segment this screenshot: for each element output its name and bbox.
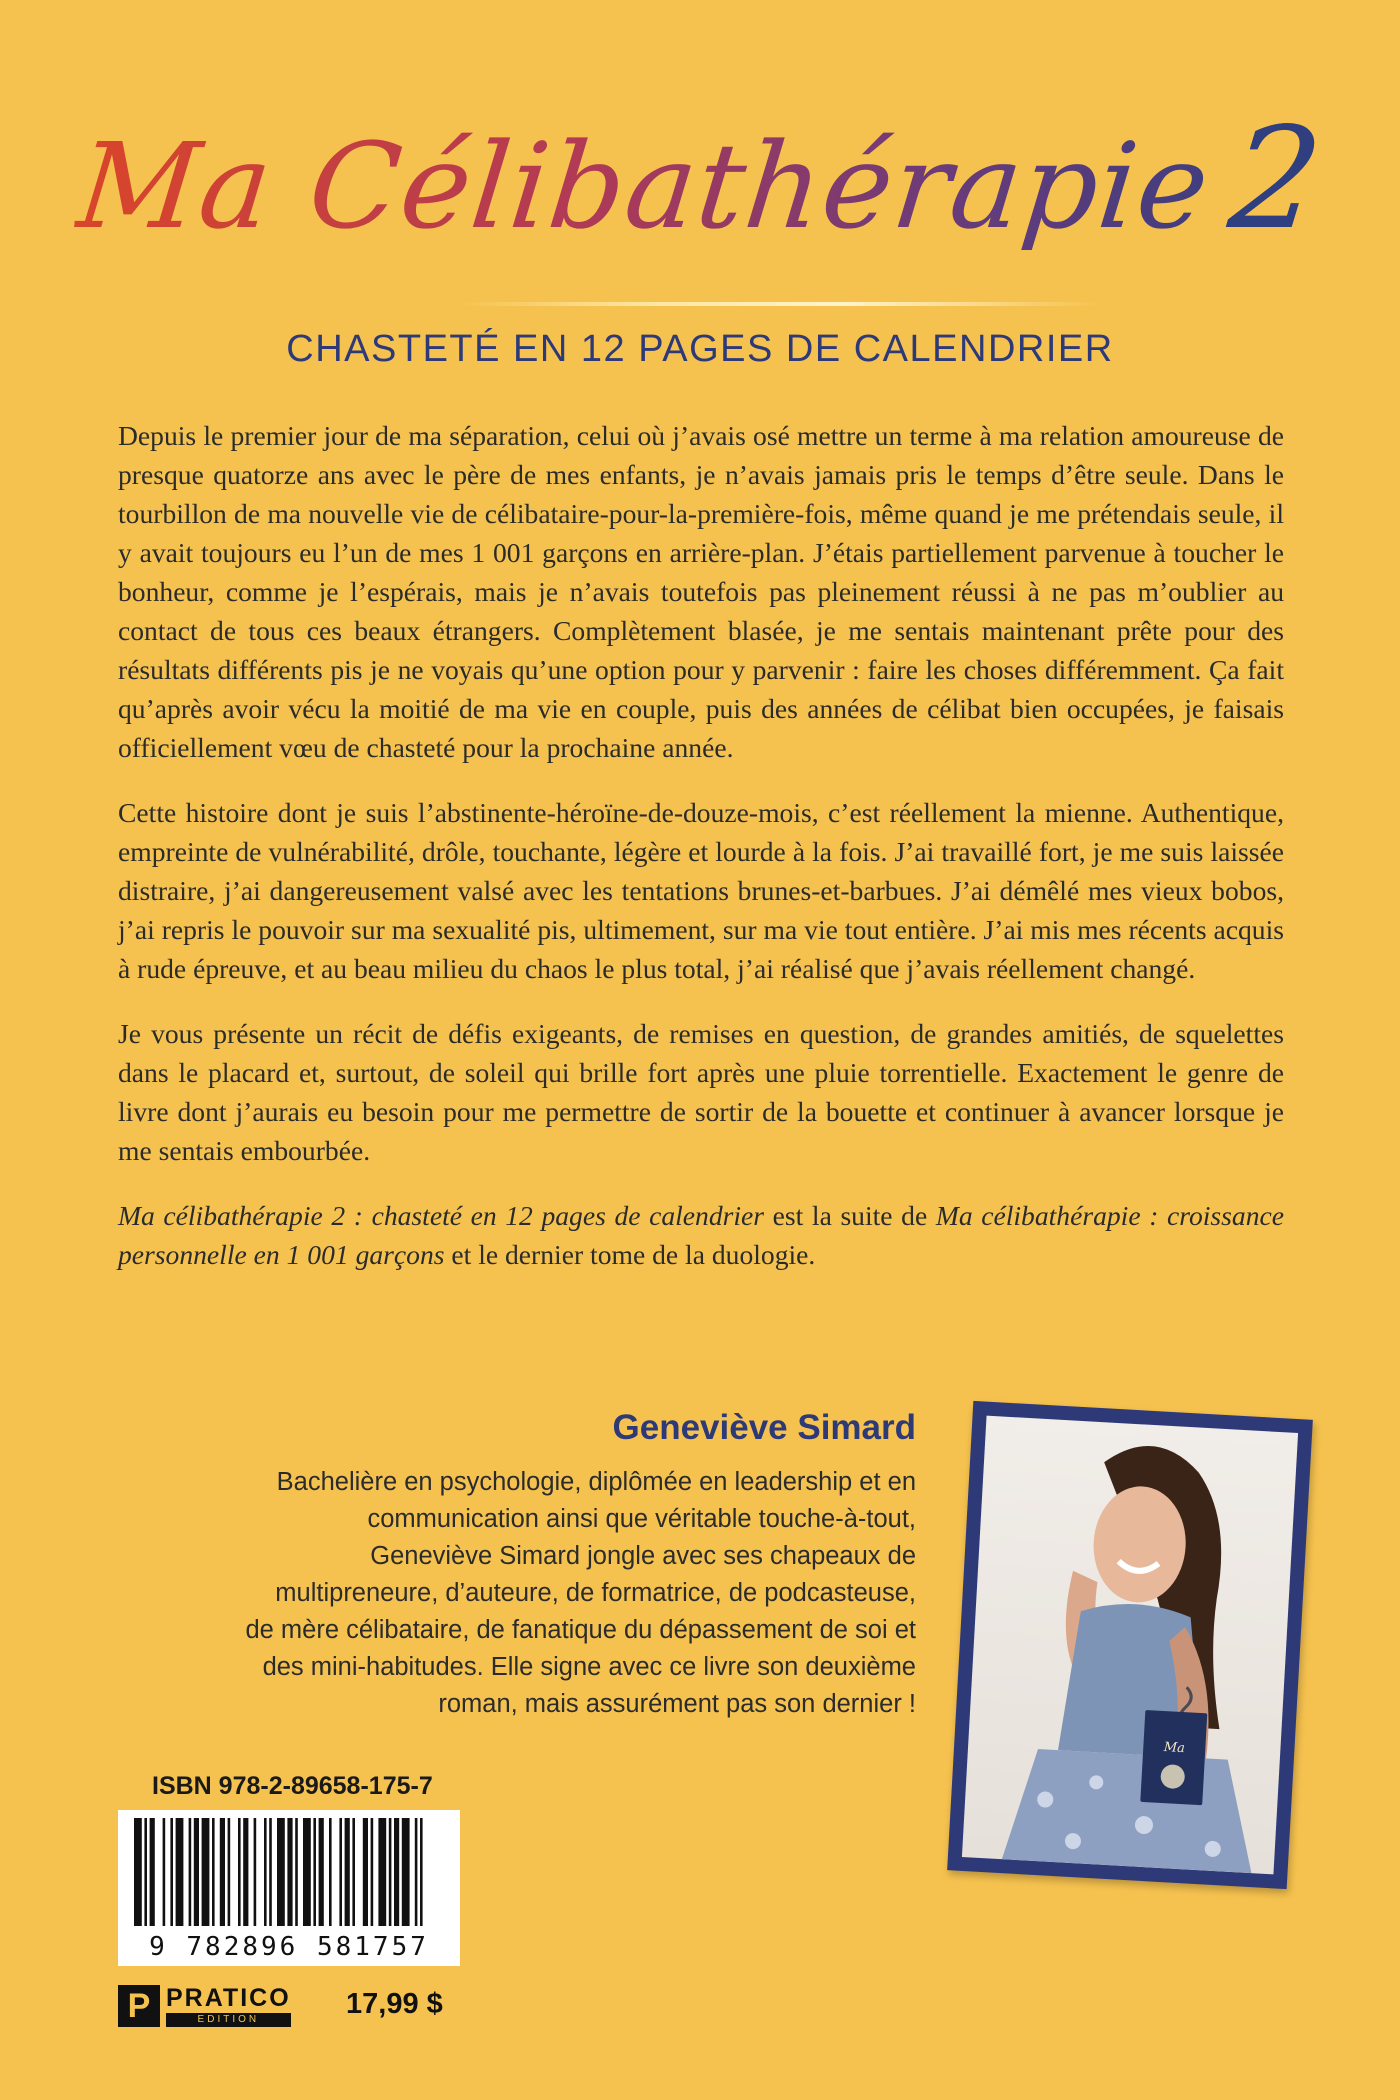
- barcode-digits: 9 782896 581757: [149, 1932, 429, 1962]
- author-name: Geneviève Simard: [612, 1408, 916, 1447]
- title-underline: [460, 302, 1100, 306]
- barcode: [118, 1810, 460, 1966]
- book-subtitle: CHASTETÉ EN 12 PAGES DE CALENDRIER: [286, 328, 1114, 370]
- price: 17,99 $: [346, 1988, 443, 2020]
- synopsis-paragraph-1: Depuis le premier jour de ma séparation, celui où j’avais osé mettre un terme à ma relation amoureuse de presque quatorze ans avec le père de mes enfants, je n’avais jamais pris le temps d’être seule. Dans le tourbillon de ma nouvelle vie de célibataire-pour-la-première-fois, même quand je me prétendais seule, il y avait toujours eu l’un de mes 1 001 garçons en arrière-plan. J’étais partiellement parvenue à toucher le bonheur, comme je l’espérais, mais je n’avais toutefois pas pleinement réussi à ne pas m’oublier au contact de tous ces beaux étrangers. Complètement blasée, je me sentais maintenant prête pour des résultats différents pis je ne voyais qu’une option pour y parvenir : faire les choses différemment. Ça fait qu’après avoir vécu la moitié de ma vie en couple, puis des années de célibat bien occupées, je faisais officiellement vœu de chasteté pour la prochaine année.: [118, 420, 1284, 763]
- publisher-subtitle: EDITION: [166, 2013, 291, 2027]
- publisher-logo-icon: P: [118, 1985, 160, 2027]
- title-block: [0, 98, 1400, 320]
- author-bio: Bachelière en psychologie, diplômée en leadership et en communication ainsi que véritable touche-à-tout, Geneviève Simard jongle avec ses chapeaux de multipreneure, d’auteure, de formatrice, de podcasteuse, de mère célibataire, de fanatique du dépassement de soi et des mini-habitudes. Elle signe avec ce livre son deuxième roman, mais assurément pas son dernier !: [245, 1468, 916, 1718]
- barcode-bars-icon: [118, 1810, 460, 1934]
- svg-text:Ma: Ma: [1163, 1740, 1186, 1757]
- synopsis-paragraph-3: Je vous présente un récit de défis exigeants, de remises en question, de grandes amitiés, de squelettes dans le placard et, surtout, de soleil qui brille fort après une pluie torrentielle. Exactement le genre de livre dont j’aurais eu besoin pour me permettre de sortir de la bouette et continuer à avancer lorsque je me sentais embourbée.: [118, 1018, 1284, 1166]
- publisher-logo: [118, 1982, 291, 2030]
- publisher-name: PRATICO: [166, 1984, 291, 2012]
- author-photo-frame: [947, 1401, 1313, 1889]
- book-title-number: 2: [1222, 98, 1330, 261]
- series-title-1: Ma célibathérapie : croissance personnelle en 1 001 garçons: [118, 1200, 1284, 1270]
- isbn-label: ISBN 978-2-89658-175-7: [152, 1772, 433, 1800]
- series-title-2: Ma célibathérapie 2 : chasteté en 12 pages de calendrier: [118, 1200, 765, 1231]
- book-title: Ma Célibathérapie2: [70, 98, 1330, 261]
- synopsis-paragraph-2: Cette histoire dont je suis l’abstinente-héroïne-de-douze-mois, c’est réellement la mienne. Authentique, empreinte de vulnérabilité, drôle, touchante, légère et lourde à la fois. J’ai travaillé fort, je me suis laissée distraire, j’ai dangereusement valsé avec les tentations brunes-et-barbues. J’ai démêlé mes vieux bobos, j’ai repris le pouvoir sur ma sexualité pis, ultimement, sur ma vie tout entière. J’ai mis mes récents acquis à rude épreuve, et au beau milieu du chaos le plus total, j’ai réalisé que j’avais réellement changé.: [118, 797, 1284, 984]
- synopsis: [118, 416, 1284, 1300]
- author-portrait-icon: [962, 1416, 1298, 1875]
- synopsis-paragraph-4: Ma célibathérapie 2 : chasteté en 12 pages de calendrier est la suite de Ma célibathérapie : croissance personnelle en 1 001 garçons et le dernier tome de la duologie.: [118, 1200, 1284, 1270]
